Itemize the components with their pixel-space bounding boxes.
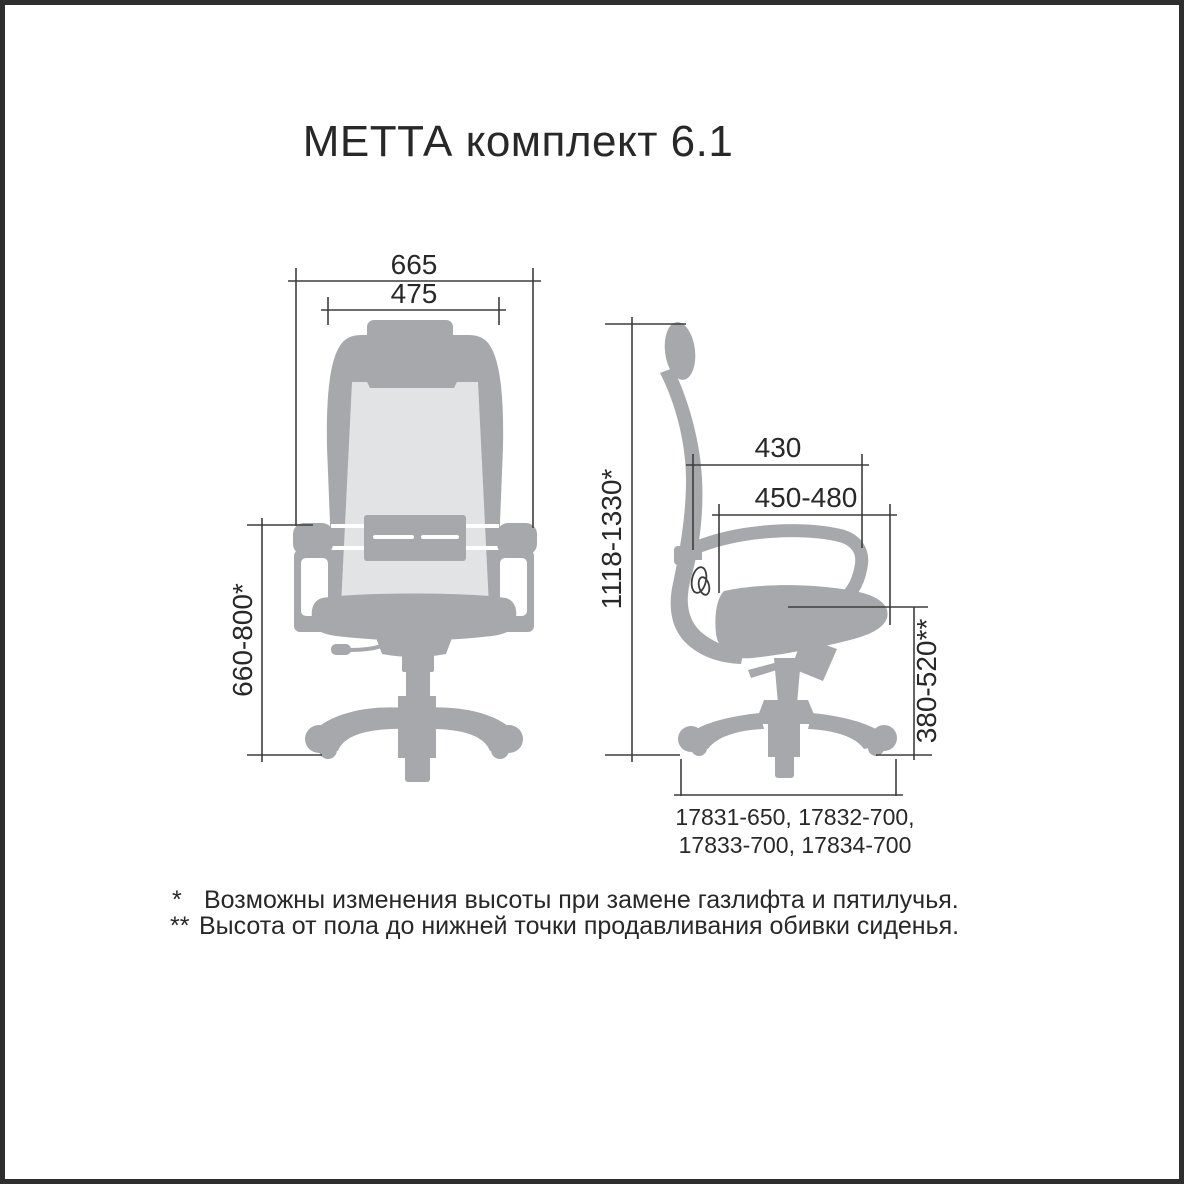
footnote-2-marker: ** [170,912,190,940]
chair-front-view [293,320,537,782]
side-base-front-leg [775,753,794,778]
footnote-1-marker: * [172,886,182,914]
side-caster-left-wheel [691,740,707,756]
dim-label-seat-height: 380-520** [911,618,942,744]
front-armrest-pad-right [497,523,537,555]
chair-side-view [660,320,897,778]
side-caster-right-wheel [868,740,884,756]
front-gaslift-column [406,670,430,700]
dim-label-back-height: 660-800* [227,583,258,697]
front-gaslift-collar [402,652,434,672]
front-base-front-leg [405,753,430,782]
page-title: МЕТТА комплект 6.1 [302,117,734,166]
footnotes [170,886,959,940]
dim-label-base-models-line1: 17831-650, 17832-700, [675,804,915,830]
front-lumbar-slot-right [421,535,459,539]
dim-label-base-models-line2: 17833-700, 17834-700 [678,832,912,858]
front-lumbar-slot-left [373,535,414,539]
footnote-1-text: Возможны изменения высоты при замене газлифта и пятилучья. [204,886,959,914]
front-caster-left-wheel [319,741,337,759]
dim-label-overall-height: 1118-1330* [596,468,627,610]
chair-dimensions-diagram [5,5,1179,1179]
side-base-center [768,718,800,757]
dim-label-overall-width: 665 [390,249,438,280]
front-lever-handle [331,644,351,655]
side-lever [748,662,780,678]
dim-label-seat-depth: 430 [754,432,802,463]
dim-label-back-width: 475 [390,278,438,309]
front-mesh-panel [341,382,489,606]
front-caster-right-wheel [491,741,509,759]
dim-label-seat-width: 450-480 [754,482,858,513]
footnote-2-text: Высота от пола до нижней точки продавливания обивки сиденья. [199,912,960,940]
front-armrest-pad-left [293,523,333,555]
side-knob [674,546,690,565]
front-seat [312,594,517,641]
